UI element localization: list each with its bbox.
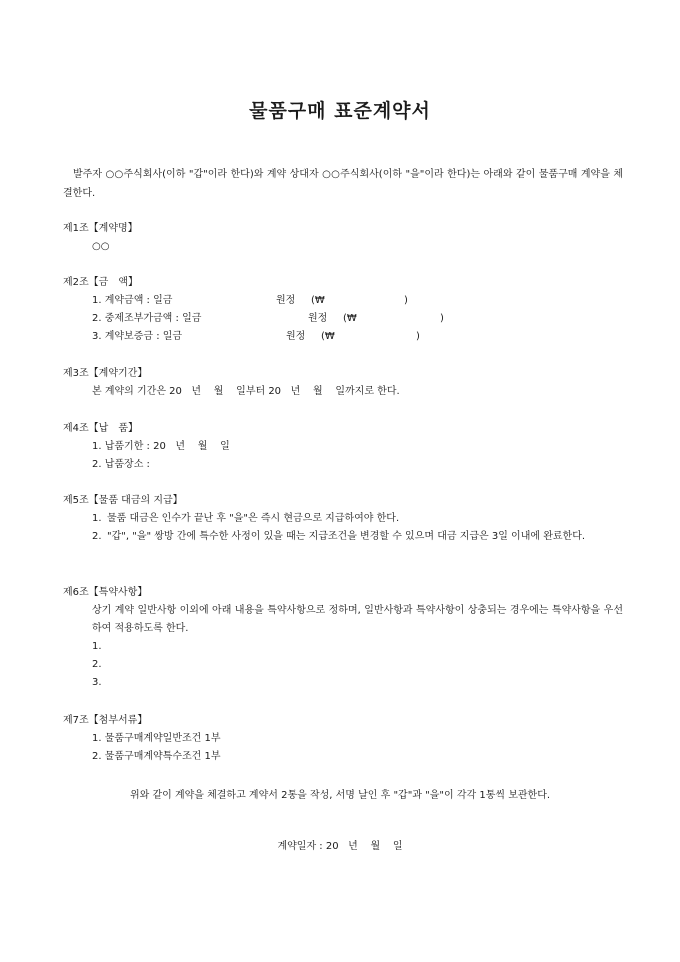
article-6 [63,583,623,692]
won-symbol: (₩ [321,331,335,342]
delivery-deadline: 1. 납품기한 : 20 년 월 일 [92,441,230,452]
close-paren: ) [404,295,408,306]
amount-label: 1. 계약금액 : 일금 [92,295,173,306]
payment-clause-2 [63,528,623,546]
article-3-title: 제3조【계약기간】 [63,368,148,379]
article-3 [63,364,623,401]
won-symbol: (₩ [343,313,357,324]
special-term-1: 1. [92,641,102,652]
delivery-place: 2. 납품장소 : [92,459,150,470]
amount-line-deposit [63,328,623,346]
article-5-title: 제5조【물품 대금의 지급】 [63,495,183,506]
won-label: 원정 [308,313,328,324]
amount-line-vat [63,310,623,328]
special-term-2: 2. [92,659,102,670]
article-4-title: 제4조【납 품】 [63,423,139,434]
intro-paragraph: 발주자 ○○주식회사(이하 "갑"이라 한다)와 계약 상대자 ○○주식회사(이하 "을"이라 한다)는 아래와 같이 물품구매 계약을 체결한다. [63,169,623,199]
won-symbol: (₩ [311,295,325,306]
article-7-title: 제7조【첨부서류】 [63,715,148,726]
article-2-title: 제2조【금 액】 [63,277,139,288]
clause-number: 1. [92,513,102,524]
clause-text: "갑", "을" 쌍방 간에 특수한 사정이 있을 때는 지급조건을 변경할 수 있으며 대금 지급은 3일 이내에 완료한다. [107,531,586,542]
amount-label: 3. 계약보증금 : 일금 [92,331,183,342]
special-terms-text: 상기 계약 일반사항 이외에 아래 내용을 특약사항으로 정하며, 일반사항과 특약사항이 상충되는 경우에는 특약사항을 우선하여 적용하도록 한다. [92,605,623,634]
document-title: 물품구매 표준계약서 [249,100,431,122]
contract-date: 계약일자 : 20 년 월 일 [277,841,403,852]
close-paren: ) [440,313,444,324]
article-4 [63,419,623,474]
amount-line-contract [63,292,623,310]
payment-clause-1 [63,510,623,528]
clause-text: 물품 대금은 인수가 끝난 후 "을"은 즉시 현금으로 지급하여야 한다. [107,513,400,524]
article-1 [63,219,623,256]
attachment-1: 1. 물품구매계약일반조건 1부 [92,733,221,744]
won-label: 원정 [286,331,306,342]
attachment-2: 2. 물품구매계약특수조건 1부 [92,751,221,762]
article-2 [63,273,623,346]
won-label: 원정 [276,295,296,306]
amount-label: 2. 중제조부가금액 : 일금 [92,313,202,324]
article-6-title: 제6조【특약사항】 [63,587,148,598]
closing-statement: 위와 같이 계약을 체결하고 계약서 2통을 작성, 서명 날인 후 "갑"과 "을"이 각각 1통씩 보관한다. [129,790,551,801]
close-paren: ) [416,331,420,342]
article-5 [63,491,623,546]
article-7 [63,711,623,766]
article-1-title: 제1조【계약명】 [63,223,138,234]
special-term-3: 3. [92,677,102,688]
contract-name-value: ○○ [92,241,110,252]
clause-number: 2. [92,531,102,542]
contract-period-text: 본 계약의 기간은 20 년 월 일부터 20 년 월 일까지로 한다. [92,386,400,397]
